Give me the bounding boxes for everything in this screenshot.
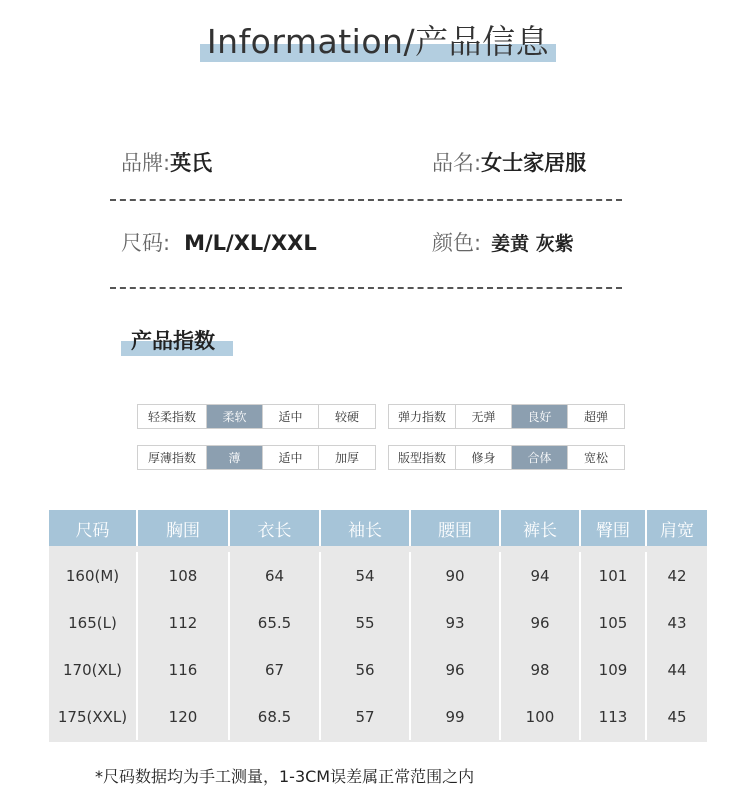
table-cell: 105 (581, 599, 647, 646)
table-row (49, 646, 707, 693)
table-cell: 94 (501, 552, 581, 599)
column-header: 尺码 (49, 510, 138, 546)
table-cell: 160(M) (49, 552, 138, 599)
index-option-selected: 柔软 (207, 405, 263, 428)
table-cell: 98 (501, 646, 581, 693)
table-cell: 96 (501, 599, 581, 646)
table-cell: 93 (411, 599, 501, 646)
size-table (49, 510, 707, 742)
index-option: 超弹 (583, 410, 608, 424)
page-title-block (200, 20, 556, 68)
table-cell: 55 (321, 599, 411, 646)
brand-label: 品牌: (121, 151, 171, 175)
index-option-selected: 薄 (207, 446, 263, 469)
section-title: 产品指数 (131, 329, 215, 353)
column-header: 衣长 (230, 510, 321, 546)
color-field (432, 229, 574, 258)
table-cell: 67 (230, 646, 321, 693)
index-option: 加厚 (334, 451, 359, 465)
product-name-value: 女士家居服 (481, 151, 587, 175)
index-option-selected: 良好 (512, 405, 568, 428)
column-header: 肩宽 (660, 520, 694, 541)
divider-dashed (110, 199, 622, 201)
page-title: Information/产品信息 (206, 22, 550, 61)
table-cell: 101 (581, 552, 647, 599)
table-cell: 113 (581, 693, 647, 740)
table-cell: 45 (667, 707, 687, 726)
measurement-footnote: *尺码数据均为手工测量，1-3CM误差属正常范围之内 (95, 767, 475, 786)
column-header: 裤长 (501, 510, 581, 546)
index-thickness (137, 445, 376, 470)
table-cell: 109 (581, 646, 647, 693)
table-cell: 68.5 (230, 693, 321, 740)
table-cell: 57 (321, 693, 411, 740)
table-cell: 44 (667, 660, 687, 679)
size-value: M/L/XL/XXL (184, 231, 317, 255)
table-cell: 42 (667, 566, 687, 585)
table-row (49, 599, 707, 646)
index-elasticity (388, 404, 625, 429)
divider-dashed (110, 287, 622, 289)
section-heading-block (121, 326, 233, 358)
column-header: 腰围 (411, 510, 501, 546)
index-option: 较硬 (334, 410, 359, 424)
index-softness (137, 404, 376, 429)
table-body (49, 546, 707, 740)
table-cell: 165(L) (49, 599, 138, 646)
column-header: 臀围 (581, 510, 647, 546)
color-label: 颜色: (432, 231, 482, 255)
product-name-field (432, 149, 586, 177)
table-cell: 64 (230, 552, 321, 599)
table-header-row (49, 510, 707, 546)
table-cell: 116 (138, 646, 230, 693)
table-row (49, 552, 707, 599)
table-row (49, 693, 707, 740)
index-name: 厚薄指数 (138, 446, 207, 469)
brand-value: 英氏 (170, 151, 213, 175)
brand-field (121, 149, 212, 177)
index-name: 版型指数 (389, 446, 456, 469)
table-cell: 170(XL) (49, 646, 138, 693)
table-cell: 90 (411, 552, 501, 599)
column-header: 袖长 (321, 510, 411, 546)
index-name: 弹力指数 (389, 405, 456, 428)
table-cell: 100 (501, 693, 581, 740)
table-cell: 54 (321, 552, 411, 599)
index-name: 轻柔指数 (138, 405, 207, 428)
size-field (121, 229, 317, 257)
table-cell: 65.5 (230, 599, 321, 646)
table-cell: 108 (138, 552, 230, 599)
index-option: 适中 (263, 405, 319, 428)
table-cell: 43 (667, 613, 687, 632)
index-option: 适中 (263, 446, 319, 469)
index-option: 无弹 (456, 405, 512, 428)
table-cell: 96 (411, 646, 501, 693)
column-header: 胸围 (138, 510, 230, 546)
index-option: 修身 (456, 446, 512, 469)
table-cell: 112 (138, 599, 230, 646)
table-cell: 120 (138, 693, 230, 740)
table-cell: 175(XXL) (49, 693, 138, 740)
table-cell: 56 (321, 646, 411, 693)
index-option: 宽松 (583, 451, 608, 465)
index-option-selected: 合体 (512, 446, 568, 469)
table-cell: 99 (411, 693, 501, 740)
color-value: 姜黄 灰紫 (491, 233, 574, 255)
index-fit (388, 445, 625, 470)
product-name-label: 品名: (432, 151, 482, 175)
size-label: 尺码: (121, 231, 171, 255)
